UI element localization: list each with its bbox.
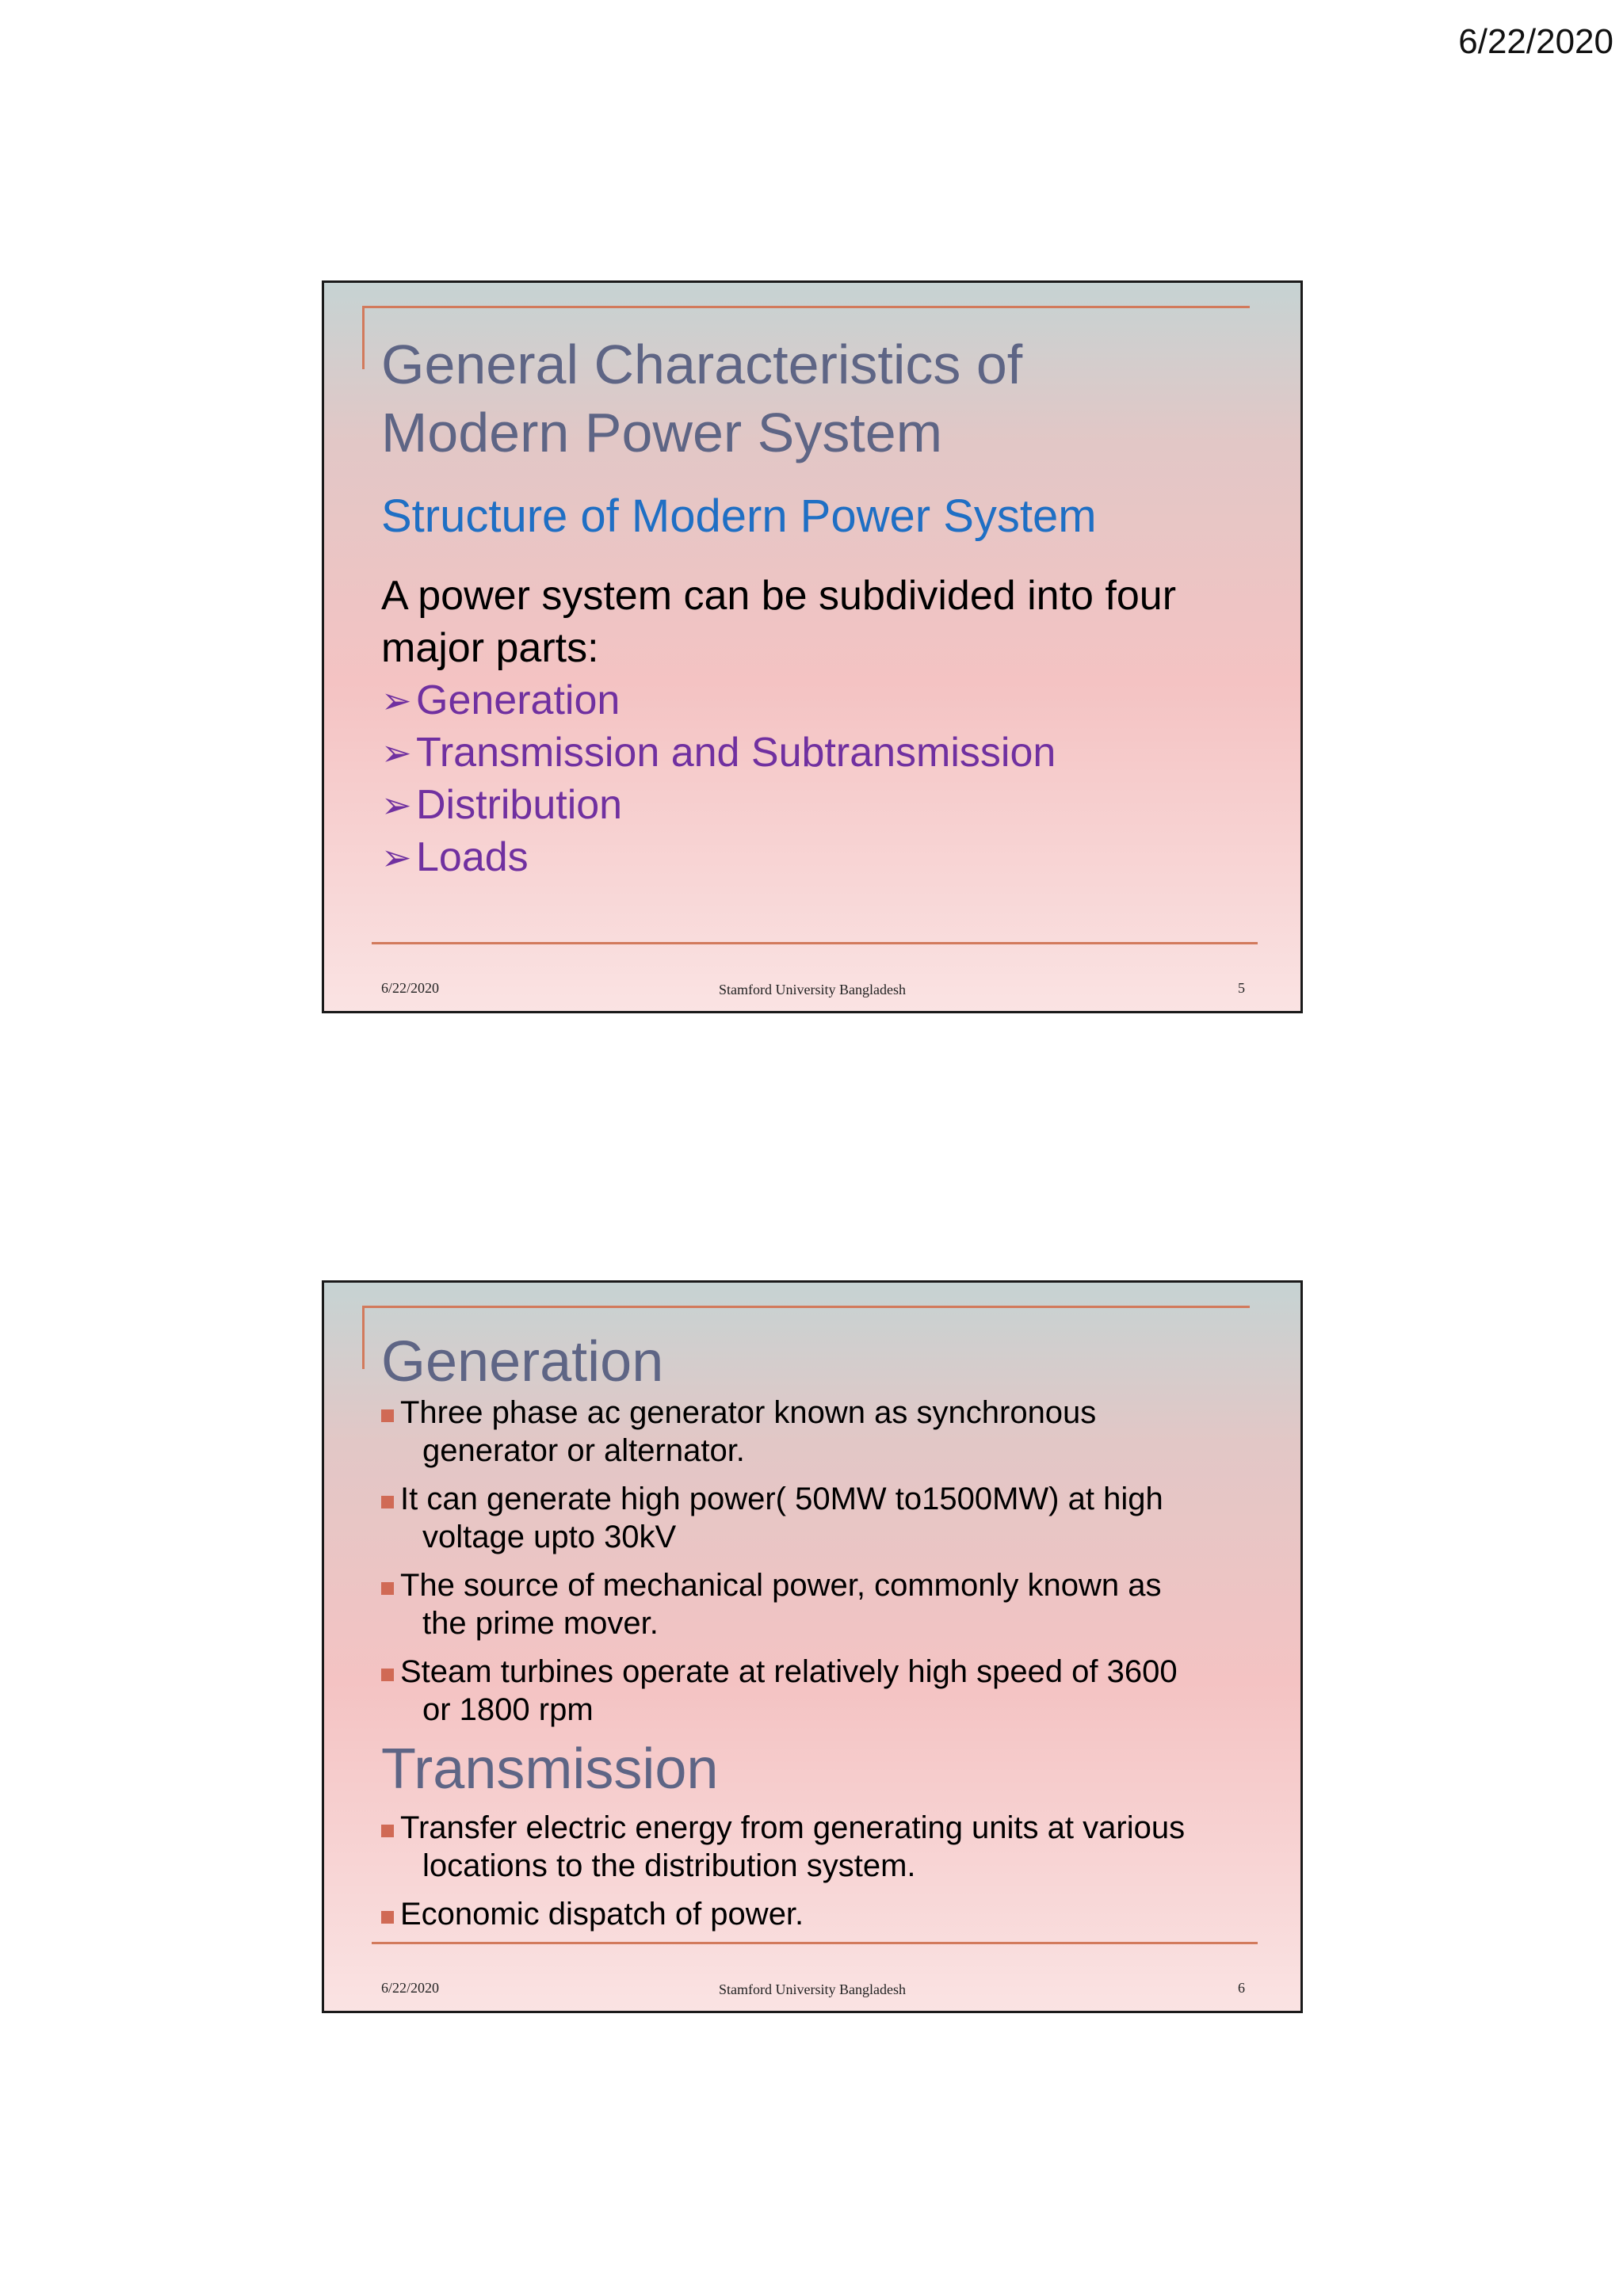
- footer-divider: [372, 1942, 1258, 1944]
- list-item: [381, 1566, 1245, 1642]
- list-item: [381, 674, 1056, 727]
- list-item-label: Transmission and Subtransmission: [416, 730, 1056, 776]
- title-accent-corner: [362, 1306, 365, 1369]
- arrow-bullet-icon: ➢: [381, 837, 412, 878]
- list-item-label: Loads: [416, 834, 529, 880]
- list-item: [381, 831, 1056, 883]
- footer-date: 6/22/2020: [381, 1980, 440, 1996]
- bullet-text-continued: voltage upto 30kV: [422, 1520, 677, 1554]
- slide-6: [322, 1280, 1303, 2013]
- bullet-text-continued: the prime mover.: [422, 1606, 659, 1641]
- list-item: [381, 1394, 1245, 1470]
- list-item-label: Generation: [416, 677, 621, 723]
- list-item: [381, 1480, 1245, 1556]
- parts-list: [381, 674, 1056, 883]
- transmission-bullets: [381, 1809, 1245, 1943]
- slide-number: 5: [1238, 980, 1245, 996]
- bullet-text-continued: generator or alternator.: [422, 1433, 745, 1468]
- slide-title-line-2: Modern Power System: [381, 402, 943, 463]
- title-accent-line: [362, 306, 1250, 308]
- square-bullet-icon: [381, 1911, 394, 1924]
- arrow-bullet-icon: ➢: [381, 732, 412, 773]
- list-item: [381, 727, 1056, 779]
- list-item: [381, 1895, 1245, 1933]
- footer-organization: Stamford University Bangladesh: [719, 1981, 906, 1997]
- footer-organization: Stamford University Bangladesh: [719, 982, 906, 997]
- list-item: [381, 1653, 1245, 1729]
- bullet-text: Steam turbines operate at relatively high speed of 3600: [400, 1654, 1178, 1689]
- slide-subtitle: Structure of Modern Power System: [381, 490, 1097, 542]
- arrow-bullet-icon: ➢: [381, 784, 412, 826]
- bullet-text: Economic dispatch of power.: [400, 1897, 804, 1932]
- list-item: [381, 779, 1056, 831]
- intro-text: [381, 570, 1269, 674]
- bullet-text: It can generate high power( 50MW to1500MW) at high: [400, 1482, 1163, 1516]
- square-bullet-icon: [381, 1409, 394, 1422]
- slide-5: [322, 280, 1303, 1013]
- square-bullet-icon: [381, 1496, 394, 1508]
- slide-number: 6: [1238, 1980, 1245, 1996]
- list-item: [381, 1809, 1245, 1885]
- bullet-text: Three phase ac generator known as synchronous: [400, 1395, 1097, 1430]
- bullet-text-continued: or 1800 rpm: [422, 1692, 594, 1727]
- title-accent-line: [362, 1306, 1250, 1308]
- bullet-text: The source of mechanical power, commonly known as: [400, 1568, 1162, 1603]
- arrow-bullet-icon: ➢: [381, 680, 412, 721]
- section-heading-generation: Generation: [381, 1330, 664, 1394]
- bullet-text: Transfer electric energy from generating units at various: [400, 1810, 1186, 1845]
- bullet-text-continued: locations to the distribution system.: [422, 1848, 916, 1883]
- intro-line-2: major parts:: [381, 625, 599, 671]
- footer-divider: [372, 942, 1258, 944]
- square-bullet-icon: [381, 1825, 394, 1837]
- slide-title-line-1: General Characteristics of: [381, 334, 1023, 395]
- section-heading-transmission: Transmission: [381, 1737, 719, 1801]
- slide-title: [381, 330, 1022, 467]
- square-bullet-icon: [381, 1669, 394, 1681]
- list-item-label: Distribution: [416, 782, 623, 828]
- generation-bullets: [381, 1394, 1245, 1739]
- square-bullet-icon: [381, 1582, 394, 1595]
- title-accent-corner: [362, 306, 365, 369]
- page-date: 6/22/2020: [1458, 22, 1613, 61]
- footer-date: 6/22/2020: [381, 980, 440, 996]
- intro-line-1: A power system can be subdivided into four: [381, 573, 1177, 619]
